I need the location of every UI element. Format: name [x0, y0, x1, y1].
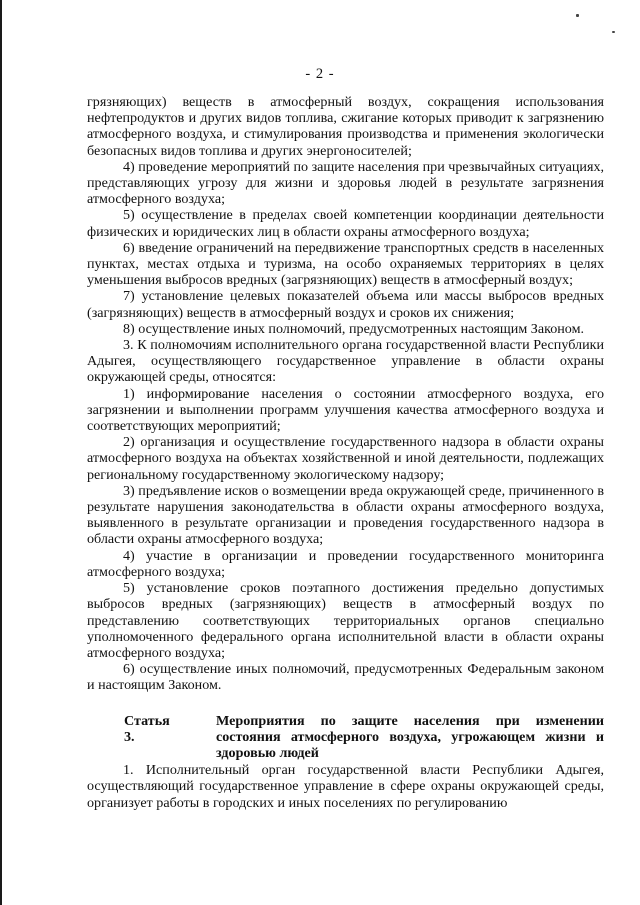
document-body	[87, 94, 604, 811]
paragraph: 4) проведение мероприятий по защите населения при чрезвычайных ситуациях, представляющих угрозу для жизни и здоровья людей в результате загрязнения атмосферного воздуха;	[87, 158, 605, 208]
paragraph: 6) введение ограничений на передвижение транспортных средств в населенных пунктах, местах отдыха и туризма, на особо охраняемых территориях в целях уменьшения выбросов вредных (загрязняющих) веществ в атмосферный воздух;	[87, 239, 604, 289]
paragraph: 5) осуществление в пределах своей компетенции координации деятельности физических и юридических лиц в области охраны атмосферного воздуха;	[87, 207, 604, 240]
paragraph: 3) предъявление исков о возмещении вреда окружающей среде, причиненного в результате нарушения законодательства в области охраны атмосферного воздуха, выявленного в результате организации и проведения государственного надзора в области охраны атмосферного воздуха;	[87, 482, 604, 548]
paragraph: 1) информирование населения о состоянии атмосферного воздуха, его загрязнении и выполнении программ улучшения качества атмосферного воздуха и соответствующих мероприятий;	[87, 385, 604, 435]
paragraph: грязняющих) веществ в атмосферный воздух, сокращения использования нефтепродуктов и других видов топлива, сжигание которых приводит к загрязнению атмосферного воздуха, и стимулирования производства и применения экологически безопасных видов топлива и других энергоносителей;	[87, 94, 604, 159]
page-number: - 2 -	[305, 66, 335, 82]
article-title: Мероприятия по защите населения при изменении состояния атмосферного воздуха, угрожающем жизни и здоровью людей	[216, 712, 604, 761]
scan-edge	[0, 0, 2, 905]
paragraph: 7) установление целевых показателей объема или массы выбросов вредных (загрязняющих) веществ в атмосферный воздух и сроков их снижения;	[87, 288, 604, 321]
paragraph: 3. К полномочиям исполнительного органа государственной власти Республики Адыгея, осуществляющего государственное управление в области охраны окружающей среды, относятся:	[87, 337, 604, 386]
scan-speck	[612, 31, 615, 33]
paragraph: 8) осуществление иных полномочий, предусмотренных настоящим Законом.	[123, 320, 585, 337]
paragraph: 6) осуществление иных полномочий, предусмотренных Федеральным законом и настоящим Законом.	[87, 661, 604, 694]
paragraphs-before	[87, 94, 604, 694]
article-number: Статья 3.	[124, 712, 170, 745]
article-heading	[87, 713, 604, 762]
paragraph: 4) участие в организации и проведении государственного мониторинга атмосферного воздуха;	[87, 547, 604, 580]
paragraph: 2) организация и осуществление государственного надзора в области охраны атмосферного воздуха на объектах хозяйственной и иной деятельности, подлежащих региональному государственному экологическому надзору;	[87, 434, 604, 483]
paragraph: 5) установление сроков поэтапного достижения предельно допустимых выбросов вредных (загрязняющих) веществ в атмосферный воздух по представлению соответствующих территориальных органов специально уполномоченного федерального органа исполнительной власти в области охраны атмосферного воздуха;	[87, 580, 604, 661]
paragraph: 1. Исполнительный орган государственной власти Республики Адыгея, осуществляющий государственное управление в сфере охраны окружающей среды, организует работы в городских и иных поселениях по регулированию	[87, 762, 604, 811]
paragraphs-after	[87, 762, 604, 811]
scan-speck	[576, 14, 579, 17]
